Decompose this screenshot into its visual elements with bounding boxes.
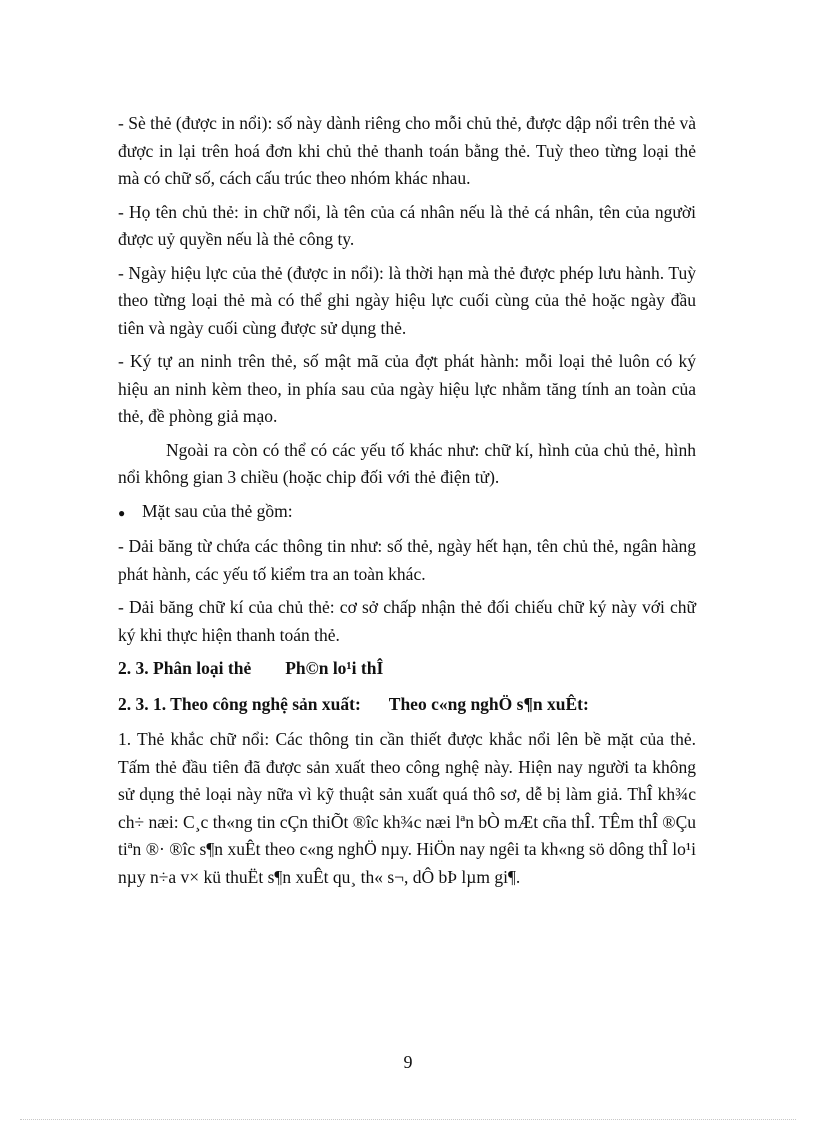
heading-by-technology [118, 691, 696, 719]
heading-card-classification [118, 655, 696, 683]
page-content [118, 110, 696, 897]
paragraph-validity-date: - Ngày hiệu lực của thẻ (được in nổi): là thời hạn mà thẻ được phép lưu hành. Tuỳ theo từng loại thẻ mà có thể ghi ngày hiệu lực cuối cùng của thẻ hoặc ngày đầu tiên và ngày cuối cùng được sử dụng thẻ. [118, 262, 696, 338]
page-number: 9 [403, 1052, 413, 1072]
paragraph-other-elements: Ngoài ra còn có thể có các yếu tố khác như: chữ kí, hình của chủ thẻ, hình nổi không gian 3 chiều (hoặc chip đối với thẻ điện tử). [118, 439, 696, 487]
paragraph-cardholder-name: - Họ tên chủ thẻ: in chữ nổi, là tên của cá nhân nếu là thẻ cá nhân, tên của người được uỷ quyền nếu là thẻ công ty. [118, 201, 696, 249]
heading-by-technology-garbled: Theo c«ng nghÖ s¶n xuÊt: [388, 693, 589, 714]
paragraph-security-characters: - Ký tự an ninh trên thẻ, số mật mã của đợt phát hành: mỗi loại thẻ luôn có ký hiệu an ninh kèm theo, in phía sau của ngày hiệu lực nhằm tăng tính an toàn của thẻ, đề phòng giả mạo. [118, 351, 696, 426]
paragraph-embossed-card: 1. Thẻ khắc chữ nổi: Các thông tin cần thiết được khắc nổi lên bề mặt của thẻ. Tấm thẻ đầu tiên đã được sản xuất theo công nghệ này. Hiện nay người ta không sử dụng thẻ loại này nữa vì kỹ thuật sản xuất quá thô sơ, dễ bị làm giả. ThÎ kh¾c ch÷ næi: C¸c th«ng tin cÇn thiÕt ®îc kh¾c næi lªn bÒ mÆt cña thÎ. TÊm thÎ ®Çu tiªn ®· ®îc s¶n xuÊt theo c«ng nghÖ nµy. HiÖn nay ngêi ta kh«ng sö dông thÎ lo¹i nµy n÷a v× kü thuËt s¶n xuÊt qu¸ th« s¬, dÔ bÞ lµm gi¶. [118, 729, 696, 887]
bullet-back-side [118, 498, 696, 528]
paragraph-card-number: - Sè thẻ (được in nổi): số này dành riêng cho mỗi chủ thẻ, được dập nổi trên thẻ và được in lại trên hoá đơn khi chủ thẻ thanh toán bằng thẻ. Tuỳ theo từng loại thẻ mà có chữ số, cách cấu trúc theo nhóm khác nhau. [118, 113, 696, 188]
paragraph-signature-strip: - Dải băng chữ kí của chủ thẻ: cơ sở chấp nhận thẻ đối chiếu chữ ký này với chữ ký khi thực hiện thanh toán thẻ. [118, 597, 696, 645]
bullet-back-side-text: Mặt sau của thẻ gồm: [142, 500, 293, 521]
bullet-icon: ● [118, 505, 126, 520]
heading-card-classification-title: 2. 3. Phân loại thẻ [118, 658, 252, 678]
paragraph-magnetic-stripe: - Dải băng từ chứa các thông tin như: số thẻ, ngày hết hạn, tên chủ thẻ, ngân hàng phát hành, các yếu tố kiểm tra an toàn khác. [118, 536, 696, 584]
heading-by-technology-title: 2. 3. 1. Theo công nghệ sản xuất: [118, 693, 361, 714]
heading-card-classification-garbled: Ph©n lo¹i thÎ [285, 658, 384, 678]
footer-divider [20, 1119, 796, 1120]
